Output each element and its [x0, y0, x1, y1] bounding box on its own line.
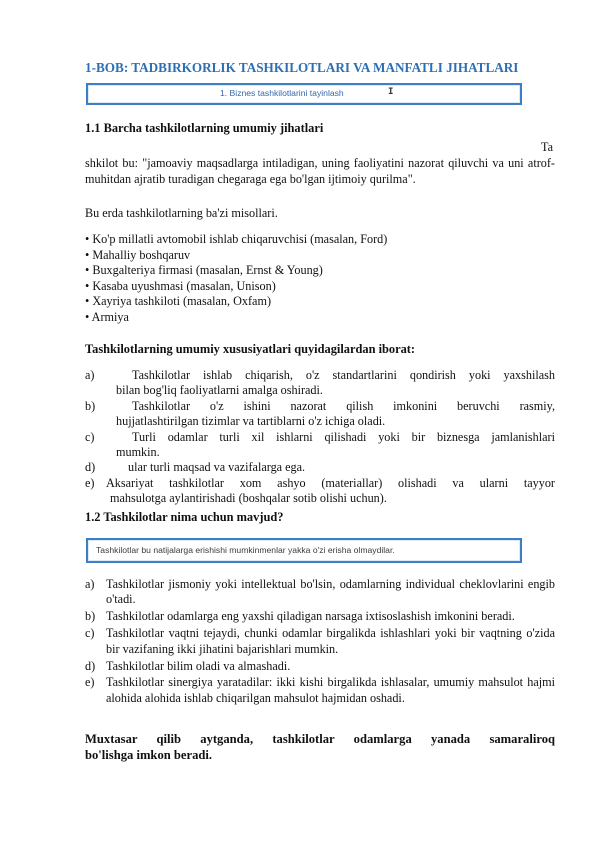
list-item: [85, 476, 555, 507]
definition-paragraph: shkilot bu: "jamoaviy maqsadlarga intiladigan, uning faoliyatini nazorat qiluvchi va uni atrof-muhitdan ajratib turadigan chegaraga ega bo'lgan ijtimoiy qurilma".: [85, 156, 555, 186]
list-item: [85, 659, 555, 674]
conclusion-line-2: bo'lishga imkon beradi.: [85, 748, 213, 762]
examples-intro: Bu erda tashkilotlarning ba'zi misollari.: [85, 206, 278, 220]
item-label: b): [85, 609, 96, 624]
features-heading: Tashkilotlarning umumiy xususiyatlari quyidagilardan iborat:: [85, 342, 416, 356]
conclusion-paragraph: [85, 731, 555, 763]
item-label: e): [85, 675, 95, 690]
chapter-title: 1-BOB: TADBIRKORLIK TASHKILOTLARI VA MANFATLI JIHATLARI: [85, 60, 519, 75]
item-text: Tashkilotlar odamlarga eng yaxshi qiladigan narsaga ixtisoslashish imkonini beradi.: [106, 609, 515, 624]
list-item: [85, 626, 555, 657]
item-label: c): [85, 429, 95, 444]
item-text-continued: bilan bog'liq faoliyatlarni amalga oshiradi.: [116, 383, 323, 398]
item-text: Tashkilotlar ishlab chiqarish, o'z standartlarini qondirish yoki yaxshilash: [132, 368, 555, 382]
list-item: [85, 430, 555, 461]
item-label: a): [85, 368, 95, 382]
section-heading-1-1: 1.1 Barcha tashkilotlarning umumiy jihatlari: [85, 121, 324, 135]
list-item: [85, 577, 555, 608]
section-heading-1-2: 1.2 Tashkilotlar nima uchun mavjud?: [85, 510, 284, 524]
item-text: Tashkilotlar o'z ishini nazorat qilish imkonini beruvchi rasmiy,: [132, 398, 555, 413]
conclusion-line-1: Muxtasar qilib aytganda, tashkilotlar odamlarga yanada samaraliroq: [85, 732, 555, 746]
item-text-continued: mahsulotga aylantirishadi (boshqalar sotib olishi uchun).: [110, 491, 387, 506]
features-list: [85, 368, 555, 507]
item-label: b): [85, 398, 96, 413]
item-label: c): [85, 626, 95, 641]
banner-text: Tashkilotlar bu natijalarga erishishi mumkinmenlar yakka o'zi erisha olmaydilar.: [96, 545, 395, 555]
text-cursor-icon: I: [388, 87, 394, 97]
list-item: • Buxgalteriya firmasi (masalan, Ernst & Young): [85, 263, 323, 278]
list-item: [85, 460, 555, 475]
banner-business-organizations: [86, 83, 522, 105]
list-item: • Kasaba uyushmasi (masalan, Unison): [85, 278, 276, 293]
item-label: e): [85, 475, 95, 490]
item-text: ular turli maqsad va vazifalarga ega.: [128, 460, 306, 475]
item-text-continued: hujjatlashtirilgan tizimlar va tartiblarni o'z ichiga oladi.: [116, 414, 386, 429]
item-text: Tashkilotlar sinergiya yaratadilar: ikki kishi birgalikda ishlasalar, umumiy mahsulot hajmi alohida alohida ishlab chiqarilgan mahsulot hajmidan oshadi.: [106, 675, 555, 705]
list-item: [85, 675, 555, 706]
list-item: • Armiya: [85, 309, 129, 324]
banner-text: 1. Biznes tashkilotlarini tayinlash: [220, 88, 344, 98]
item-text: Turli odamlar turli xil ishlarni qilishadi yoki bir biznesga jamlanishlari: [132, 429, 555, 444]
list-item: [85, 399, 555, 430]
item-text: Tashkilotlar vaqtni tejaydi, chunki odamlar birgalikda ishlashlari yoki bir vaqtning o'zida bir vazifaning ikki jihatini bajarishlari mumkin.: [106, 626, 555, 656]
definition-fragment: Ta: [541, 140, 554, 154]
item-label: a): [85, 577, 95, 591]
item-text: Aksariyat tashkilotlar xom ashyo (materiallar) olishadi va ularni tayyor: [106, 475, 555, 490]
list-item: • Xayriya tashkiloti (masalan, Oxfam): [85, 294, 272, 309]
item-text-continued: mumkin.: [116, 445, 160, 460]
item-text: Tashkilotlar bilim oladi va almashadi.: [106, 658, 291, 673]
list-item: • Ko'p millatli avtomobil ishlab chiqaruvchisi (masalan, Ford): [85, 232, 388, 246]
reasons-list: [85, 577, 555, 708]
examples-list: [85, 232, 387, 326]
item-label: d): [85, 460, 96, 475]
list-item: • Mahalliy boshqaruv: [85, 247, 191, 262]
list-item: [85, 368, 555, 399]
item-text: Tashkilotlar jismoniy yoki intellektual bo'lsin, odamlarning individual cheklovlarini engib o'tadi.: [106, 577, 555, 607]
list-item: [85, 609, 555, 624]
banner-organizations-purpose: [86, 538, 522, 563]
item-label: d): [85, 658, 96, 673]
